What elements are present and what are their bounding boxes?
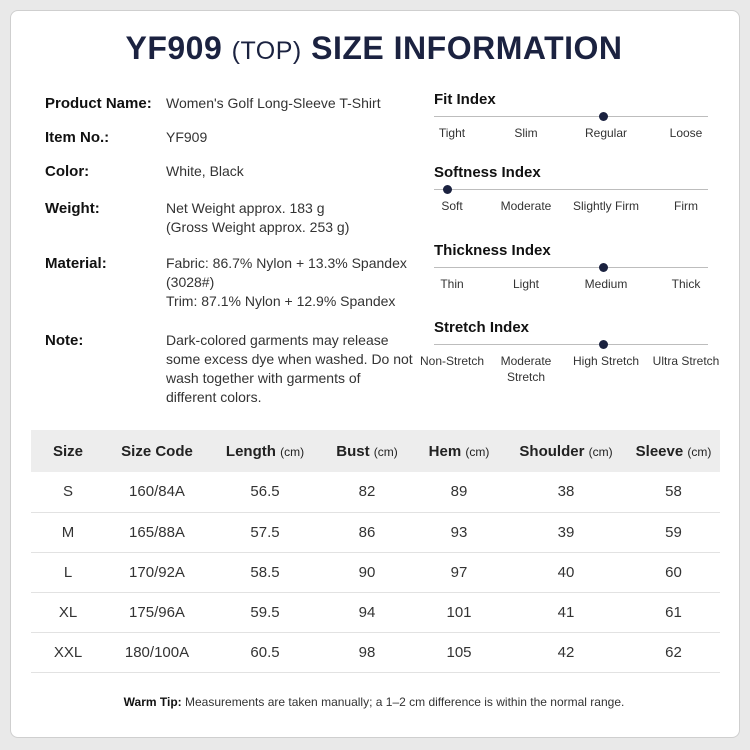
table-cell: 62 [665, 643, 682, 661]
table-cell: 160/84A [129, 483, 185, 501]
table-cell: M [61, 523, 75, 541]
index-option: Slightly Firm [572, 199, 639, 213]
info-value-line: Fabric: 86.7% Nylon + 13.3% Spandex [166, 255, 407, 271]
header-unit: (cm) [465, 444, 490, 459]
index-option: Light [512, 277, 540, 291]
header-label: Sleeve [635, 442, 684, 460]
info-value-line: (3028#) [166, 274, 215, 290]
index-track [434, 344, 708, 345]
index-scale [434, 91, 708, 140]
info-value [166, 331, 416, 407]
table-header-cell [209, 430, 321, 472]
info-value [166, 254, 416, 311]
table-cell: 58 [665, 483, 682, 501]
index-scale [419, 319, 720, 384]
index-option: Soft [441, 199, 463, 213]
table-cell: 170/92A [129, 563, 185, 581]
index-scale [434, 242, 708, 291]
index-name: Stretch Index [434, 319, 530, 336]
info-label: Color: [45, 163, 90, 180]
table-row [31, 632, 720, 672]
header-label: Size [52, 442, 83, 460]
index-option: High Stretch [572, 354, 640, 368]
tip-text: Measurements are taken manually; a 1–2 cm difference is within the normal range. [185, 695, 625, 709]
table-row [31, 512, 720, 552]
table-header-cell [413, 430, 505, 472]
table-cell: 165/88A [129, 523, 185, 541]
table-cell: 180/100A [124, 643, 190, 661]
index-option: Ultra Stretch [652, 354, 720, 368]
info-value-line: some excess dye when washed. Do not [166, 351, 413, 367]
info-label: Product Name: [45, 95, 152, 112]
index-option: Loose [669, 126, 703, 140]
table-cell: 93 [450, 523, 468, 541]
table-cell: S [62, 483, 73, 501]
info-value [166, 199, 416, 237]
index-option: Moderate [500, 199, 552, 213]
table-header-row [31, 430, 720, 472]
size-table [31, 430, 720, 673]
table-cell: 60 [665, 563, 682, 581]
index-scale [434, 164, 708, 213]
header-label: Bust [336, 442, 370, 460]
table-cell: XL [58, 603, 78, 621]
table-row [31, 592, 720, 632]
info-value-line: YF909 [166, 129, 208, 145]
table-cell: 56.5 [250, 483, 280, 501]
table-cell: 38 [557, 483, 575, 501]
header-label: Hem [428, 442, 462, 460]
table-cell: 61 [665, 603, 682, 621]
header-unit: (cm) [687, 444, 712, 459]
index-name: Thickness Index [434, 242, 551, 259]
table-cell: 39 [557, 523, 575, 541]
info-value-line: White, Black [166, 163, 244, 179]
index-name: Softness Index [434, 164, 541, 181]
index-track [434, 189, 708, 190]
table-cell: 97 [450, 563, 468, 581]
index-option: Firm [674, 199, 698, 213]
info-value [166, 94, 416, 113]
warm-tip [0, 695, 748, 709]
table-cell: 41 [557, 603, 575, 621]
info-value-line: Women's Golf Long-Sleeve T-Shirt [166, 95, 381, 111]
table-cell: 98 [358, 643, 376, 661]
index-option: Medium [584, 277, 628, 291]
title-code: YF909 [125, 30, 223, 66]
table-cell: 86 [358, 523, 376, 541]
info-value [166, 162, 416, 181]
table-cell: 82 [358, 483, 376, 501]
table-cell: 101 [446, 603, 472, 621]
table-cell: XXL [53, 643, 83, 661]
index-option: Thin [440, 277, 464, 291]
table-row [31, 552, 720, 592]
info-value-line: wash together with garments of [166, 370, 361, 386]
info-label: Material: [45, 255, 107, 272]
info-value [166, 128, 416, 147]
index-option: Thick [671, 277, 701, 291]
info-value-line: Net Weight approx. 183 g [166, 200, 325, 216]
table-cell: 57.5 [250, 523, 280, 541]
index-option: Slim [514, 126, 538, 140]
table-body [31, 472, 720, 672]
table-cell: 89 [450, 483, 468, 501]
header-unit: (cm) [588, 444, 613, 459]
index-option: Regular [584, 126, 628, 140]
table-cell: L [63, 563, 73, 581]
table-cell: 60.5 [250, 643, 280, 661]
index-track [434, 116, 708, 117]
title-sub: (TOP) [231, 37, 302, 65]
title-main: SIZE INFORMATION [311, 30, 623, 66]
index-option: Moderate Stretch [500, 354, 552, 384]
info-label: Note: [45, 332, 84, 349]
info-value-line: Dark-colored garments may release [166, 332, 389, 348]
table-header-cell [105, 430, 209, 472]
table-cell: 105 [446, 643, 472, 661]
info-value-line: Trim: 87.1% Nylon + 12.9% Spandex [166, 293, 396, 309]
table-cell: 175/96A [129, 603, 185, 621]
table-cell: 94 [358, 603, 376, 621]
index-option: Tight [438, 126, 466, 140]
header-label: Shoulder [519, 442, 585, 460]
table-cell: 40 [557, 563, 575, 581]
table-header-cell [321, 430, 413, 472]
table-cell: 58.5 [250, 563, 280, 581]
table-cell: 59.5 [250, 603, 280, 621]
index-name: Fit Index [434, 91, 496, 108]
info-label: Weight: [45, 200, 100, 217]
header-unit: (cm) [280, 444, 305, 459]
table-cell: 59 [665, 523, 682, 541]
table-header-cell [505, 430, 627, 472]
index-track [434, 267, 708, 268]
header-unit: (cm) [373, 444, 398, 459]
table-header-cell [627, 430, 720, 472]
page-title [0, 30, 748, 67]
info-value-line: different colors. [166, 389, 262, 405]
table-row [31, 472, 720, 512]
tip-label: Warm Tip: [123, 695, 182, 709]
table-cell: 42 [557, 643, 575, 661]
info-label: Item No.: [45, 129, 110, 146]
header-label: Length [225, 442, 276, 460]
info-value-line: (Gross Weight approx. 253 g) [166, 219, 350, 235]
index-option: Non-Stretch [419, 354, 485, 368]
header-label: Size Code [121, 442, 193, 460]
table-header-cell [31, 430, 105, 472]
table-cell: 90 [358, 563, 376, 581]
